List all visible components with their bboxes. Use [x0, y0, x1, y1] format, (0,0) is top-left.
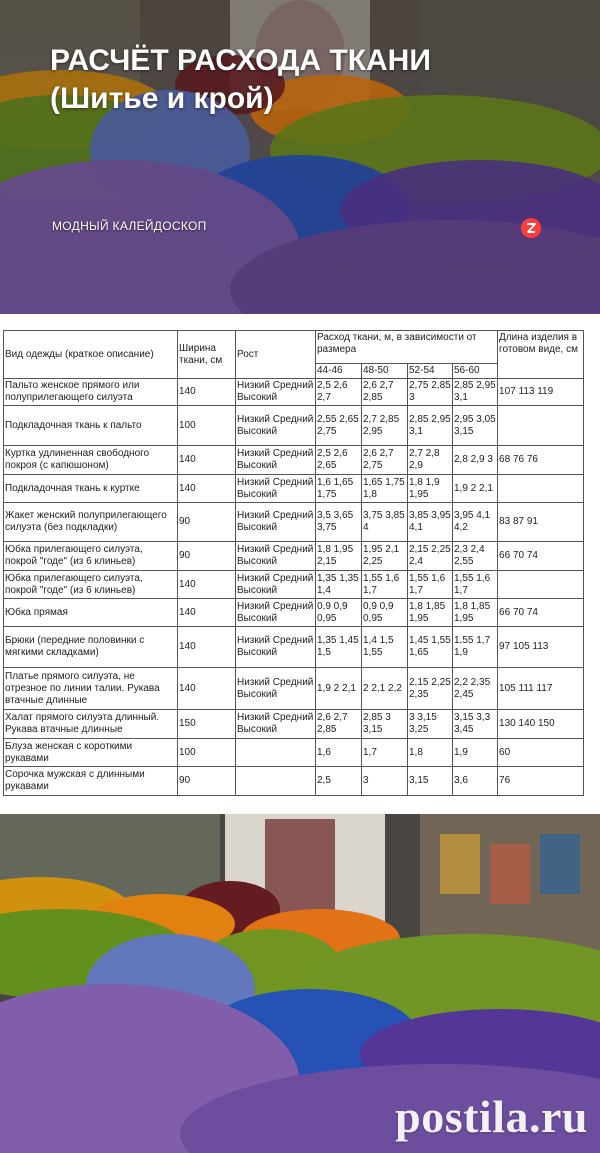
cell-height: Низкий Средний Высокий [236, 503, 316, 542]
cell-size2: 1,95 2,1 2,25 [362, 542, 408, 571]
header-size-48-50: 48-50 [362, 364, 408, 379]
header-height: Рост [236, 331, 316, 379]
cell-garment: Подкладочная ткань к куртке [4, 475, 178, 503]
cell-size1: 0,9 0,9 0,95 [316, 599, 362, 627]
fabric-consumption-table-wrapper [3, 330, 583, 796]
cell-size4: 2,95 3,05 3,15 [453, 406, 498, 446]
cell-height: Низкий Средний Высокий [236, 406, 316, 446]
cell-size1: 1,6 [316, 739, 362, 767]
cell-garment: Подкладочная ткань к пальто [4, 406, 178, 446]
cell-size3: 2,15 2,25 2,35 [408, 668, 453, 710]
header-length: Длина изделия в готовом виде, см [498, 331, 584, 379]
cell-size4: 3,6 [453, 767, 498, 796]
table-header [4, 331, 584, 379]
cell-size2: 2,6 2,7 2,75 [362, 446, 408, 475]
cell-width: 140 [178, 379, 236, 406]
cell-garment: Юбка прямая [4, 599, 178, 627]
table-row [4, 475, 584, 503]
table-row [4, 739, 584, 767]
cell-size3: 2,15 2,25 2,4 [408, 542, 453, 571]
cell-size4: 2,3 2,4 2,55 [453, 542, 498, 571]
cell-garment: Платье прямого силуэта, не отрезное по линии талии. Рукава втачные длинные [4, 668, 178, 710]
cell-size1: 2,5 [316, 767, 362, 796]
cell-length: 66 70 74 [498, 599, 584, 627]
cell-garment: Куртка удлиненная свободного покроя (с капюшоном) [4, 446, 178, 475]
cell-length: 68 76 76 [498, 446, 584, 475]
cell-length: 105 111 117 [498, 668, 584, 710]
cell-height: Низкий Средний Высокий [236, 710, 316, 739]
table-row [4, 503, 584, 542]
cell-length: 60 [498, 739, 584, 767]
cell-height: Низкий Средний Высокий [236, 379, 316, 406]
cell-garment: Халат прямого силуэта длинный. Рукава втачные длинные [4, 710, 178, 739]
cell-height: Низкий Средний Высокий [236, 668, 316, 710]
zen-logo-glyph [525, 222, 537, 234]
cell-size2: 3,75 3,85 4 [362, 503, 408, 542]
cell-height: Низкий Средний Высокий [236, 599, 316, 627]
cell-size2: 2,85 3 3,15 [362, 710, 408, 739]
cell-size3: 1,8 1,9 1,95 [408, 475, 453, 503]
cell-size4: 1,55 1,7 1,9 [453, 627, 498, 668]
cell-height: Низкий Средний Высокий [236, 475, 316, 503]
header-size-56-60: 56-60 [453, 364, 498, 379]
table-row [4, 446, 584, 475]
cell-size3: 3,15 [408, 767, 453, 796]
cell-size2: 1,7 [362, 739, 408, 767]
page-title-line1: РАСЧЁТ РАСХОДА ТКАНИ [50, 44, 431, 77]
cell-size3: 2,75 2,85 3 [408, 379, 453, 406]
cell-size1: 1,35 1,45 1,5 [316, 627, 362, 668]
cell-size1: 1,9 2 2,1 [316, 668, 362, 710]
header-banner [0, 0, 600, 314]
cell-width: 150 [178, 710, 236, 739]
cell-size3: 3,85 3,95 4,1 [408, 503, 453, 542]
table-row [4, 406, 584, 446]
cell-size2: 1,4 1,5 1,55 [362, 627, 408, 668]
cell-width: 140 [178, 668, 236, 710]
header-size-52-54: 52-54 [408, 364, 453, 379]
cell-length: 76 [498, 767, 584, 796]
cell-height [236, 767, 316, 796]
page-title [50, 42, 431, 118]
table-row [4, 599, 584, 627]
header-fabric-width: Ширина ткани, см [178, 331, 236, 379]
header-consumption: Расход ткани, м, в зависимости от размера [316, 331, 498, 364]
cell-length: 130 140 150 [498, 710, 584, 739]
cell-size4: 1,9 2 2,1 [453, 475, 498, 503]
cell-size4: 3,95 4,1 4,2 [453, 503, 498, 542]
table-row [4, 627, 584, 668]
table-row [4, 668, 584, 710]
cell-size1: 3,5 3,65 3,75 [316, 503, 362, 542]
header-garment-type: Вид одежды (краткое описание) [4, 331, 178, 379]
header-size-44-46: 44-46 [316, 364, 362, 379]
watermark: postila.ru [395, 1091, 588, 1142]
cell-size1: 2,6 2,7 2,85 [316, 710, 362, 739]
cell-length: 97 105 113 [498, 627, 584, 668]
cell-length [498, 571, 584, 599]
zen-icon[interactable] [521, 218, 541, 238]
cell-length: 107 113 119 [498, 379, 584, 406]
fabric-photo [0, 814, 600, 1153]
channel-name[interactable]: МОДНЫЙ КАЛЕЙДОСКОП [52, 219, 207, 233]
cell-height: Низкий Средний Высокий [236, 446, 316, 475]
cell-size4: 1,8 1,85 1,95 [453, 599, 498, 627]
cell-size2: 1,55 1,6 1,7 [362, 571, 408, 599]
cell-garment: Пальто женское прямого или полуприлегающего силуэта [4, 379, 178, 406]
cell-size1: 1,35 1,35 1,4 [316, 571, 362, 599]
cell-size1: 2,55 2,65 2,75 [316, 406, 362, 446]
cell-size1: 2,5 2,6 2,7 [316, 379, 362, 406]
table-row [4, 542, 584, 571]
cell-size2: 3 [362, 767, 408, 796]
cell-width: 100 [178, 739, 236, 767]
table-row [4, 379, 584, 406]
cell-size1: 1,8 1,95 2,15 [316, 542, 362, 571]
cell-height: Низкий Средний Высокий [236, 542, 316, 571]
cell-width: 90 [178, 542, 236, 571]
cell-height: Низкий Средний Высокий [236, 571, 316, 599]
cell-width: 140 [178, 627, 236, 668]
cell-size3: 1,8 [408, 739, 453, 767]
cell-width: 140 [178, 599, 236, 627]
cell-garment: Сорочка мужская с длинными рукавами [4, 767, 178, 796]
cell-width: 140 [178, 446, 236, 475]
cell-size2: 2,7 2,85 2,95 [362, 406, 408, 446]
cell-size4: 1,55 1,6 1,7 [453, 571, 498, 599]
cell-size3: 2,7 2,8 2,9 [408, 446, 453, 475]
cell-size2: 2,6 2,7 2,85 [362, 379, 408, 406]
cell-garment: Жакет женский полуприлегающего силуэта (без подкладки) [4, 503, 178, 542]
cell-length [498, 406, 584, 446]
cell-size3: 2,85 2,95 3,1 [408, 406, 453, 446]
page-title-line2: (Шитье и крой) [50, 82, 274, 115]
cell-size3: 3 3,15 3,25 [408, 710, 453, 739]
cell-size1: 2,5 2,6 2,65 [316, 446, 362, 475]
table-row [4, 767, 584, 796]
cell-length [498, 475, 584, 503]
cell-length: 66 70 74 [498, 542, 584, 571]
cell-size3: 1,8 1,85 1,95 [408, 599, 453, 627]
cell-height: Низкий Средний Высокий [236, 627, 316, 668]
cell-size2: 2 2,1 2,2 [362, 668, 408, 710]
cell-size1: 1,6 1,65 1,75 [316, 475, 362, 503]
cell-size4: 2,85 2,95 3,1 [453, 379, 498, 406]
cell-garment: Блуза женская с короткими рукавами [4, 739, 178, 767]
cell-length: 83 87 91 [498, 503, 584, 542]
cell-size4: 2,8 2,9 3 [453, 446, 498, 475]
cell-width: 90 [178, 767, 236, 796]
fabric-consumption-table [3, 330, 584, 796]
cell-size3: 1,55 1,6 1,7 [408, 571, 453, 599]
cell-height [236, 739, 316, 767]
cell-garment: Юбка прилегающего силуэта, покрой "годе" (из 6 клиньев) [4, 542, 178, 571]
cell-width: 140 [178, 475, 236, 503]
cell-width: 90 [178, 503, 236, 542]
cell-size2: 1,65 1,75 1,8 [362, 475, 408, 503]
table-row [4, 571, 584, 599]
cell-size4: 3,15 3,3 3,45 [453, 710, 498, 739]
cell-size3: 1,45 1,55 1,65 [408, 627, 453, 668]
cell-size4: 1,9 [453, 739, 498, 767]
cell-size2: 0,9 0,9 0,95 [362, 599, 408, 627]
cell-garment: Брюки (передние половинки с мягкими складками) [4, 627, 178, 668]
cell-width: 140 [178, 571, 236, 599]
table-body [4, 379, 584, 796]
cell-size4: 2,2 2,35 2,45 [453, 668, 498, 710]
cell-width: 100 [178, 406, 236, 446]
cell-garment: Юбка прилегающего силуэта, покрой "годе" (из 6 клиньев) [4, 571, 178, 599]
table-row [4, 710, 584, 739]
